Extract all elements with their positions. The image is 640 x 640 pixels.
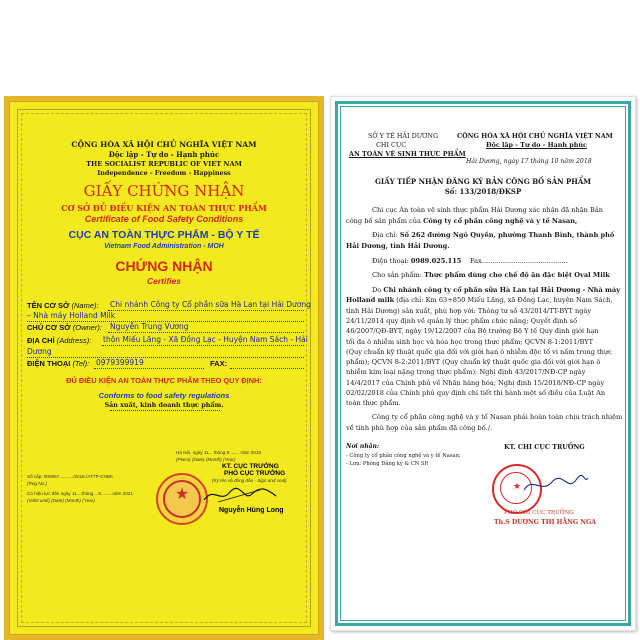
cert-certify: CHỨNG NHẬN [115,258,213,274]
receipt-body-line: phẩm); QCVN 8-2:2011/BYT (Quy chuẩn kỹ thuật quốc gia đối với giới hạn ô [346,358,601,367]
receipt-body-line: Holland milk (địa chỉ: Km 63+850 Miếu Lãng, xã Đồng Lạc, huyện Nam Sách, [346,296,613,305]
cert-place-date-en: (Place) (Date) (Month) (Year) [176,457,236,462]
cert-valid-en: (Valid until) (Date) (Month) (Year) [27,498,95,503]
phone-dotline [94,368,204,369]
address-value-2: Dương [27,347,52,356]
closing-line-2: về tính phù hợp của sản phẩm đã công bố./. [346,424,493,432]
receipt-org-2: CHI CỤC [376,141,407,149]
name-label: TÊN CƠ SỞ (Name): [27,301,99,310]
address-value: thôn Miếu Lãng - Xã Đồng Lạc - Huyện Nam Sách - Hải [103,335,308,344]
receipt-fax: Fax......................................... [470,257,568,265]
closing-line-1: Công ty cổ phần công nghệ và y tế Nasan phải hoàn toàn chịu trách nhiệm [372,413,623,421]
receipt-body-line: tỉnh Hải Dương) sản xuất, phù hợp với: Thông tư số 43/2014/TT-BYT ngày [346,306,592,315]
receipt-body-line: toàn thực phẩm. [346,399,401,408]
recipients-label: Nơi nhận: [346,443,380,450]
cert-scope: Sản xuất, kinh doanh thực phẩm. [104,401,224,409]
address-dotline [102,345,304,346]
cert-valid: Có hiệu lực đến ngày 11....tháng....8.........năm 2021 [27,491,133,496]
cert-certify-en: Certifies [146,276,181,286]
owner-label: CHỦ CƠ SỞ (Owner): [27,323,102,332]
phone-label: ĐIỆN THOẠI (Tel): [27,359,90,368]
phone-value: 0979399919 [96,358,144,367]
cert-motto-en: Independence - Freedom - Happiness [97,169,231,177]
receipt-body-line: (Quy chuẩn kỹ thuật quốc gia đối với giới hạn ô nhiễm độc tố vi nấm trong thực [346,347,612,356]
cert-subtitle: CƠ SỞ ĐỦ ĐIỀU KIỆN AN TOÀN THỰC PHẨM [61,203,267,213]
red-seal-stamp-icon: ★ [492,464,542,514]
fax-label: FAX: [210,359,228,368]
receipt-body-line: 24/11/2014 quy định về quản lý thực phẩm chức năng; Quyết định số [346,316,578,325]
para1-line2: công bố sản phẩm của Công ty cổ phần công nghệ và y tế Nasan, [346,217,578,225]
name-dotline [108,310,304,311]
cert-number: Số cấp: 000867.........../2018./ATTP-CNĐK [27,474,114,479]
receipt-number: Số: 133/2018/ĐKSP [444,187,522,196]
cert-agency-en: Vietnam Food Administration - MOH [104,243,224,250]
receipt-body-line: nhiễm kim loại nặng trong thực phẩm); Nghị định 43/2017/NĐ-CP ngày [346,368,586,377]
cert-motto: Độc lập - Tự do - Hạnh phúc [108,150,220,159]
receipt-body-line: 46/2007/QĐ-BYT, ngày 19/12/2007 của Bộ trưởng Bộ Y tế Quy định giới hạn [346,327,599,336]
cert-sign-note: (Ký tên và đóng dấu - Sign and seal) [212,478,287,483]
cert-nation-en: THE SOCIALIST REPUBLIC OF VIET NAM [86,160,242,168]
recipient-2: - Lưu: Phòng Đăng ký & CN SP. [346,461,429,467]
name-value-2: – Nhà máy Holland Milk [27,311,116,320]
para1-line1: Chi cục An toàn vệ sinh thực phẩm Hải Dương xác nhận đã nhận Bản [372,206,604,214]
cert-qualify-en: Conforms to food safety regulations [98,391,230,400]
receipt-address-2: Hải Dương, tỉnh Hải Dương. [346,242,450,250]
receipt-address: Địa chỉ: Số 262 đường Ngô Quyền, phường Thanh Bình, thành phố [372,231,615,239]
recipient-1: - Công ty cổ phần công nghệ và y tế Nasan; [346,453,461,459]
receipt-nation: CỘNG HÒA XÃ HỘI CHỦ NGHĨA VIỆT NAM [457,132,613,140]
receipt-motto: Độc lập - Tự do - Hạnh phúc [486,141,587,149]
receipt-signer-title: KT. CHI CỤC TRƯỞNG [504,443,585,451]
receipt-body-line: 02/02/2018 của Chính phủ quy định chi tiết thi hành một số điều của Luật An [346,389,606,397]
fax-dotline [230,368,304,369]
cert-number-en: (Reg.No.) [27,481,47,486]
cert-signature-icon [200,482,280,508]
receipt-signature-icon [520,470,590,498]
receipt-body-line: 14/4/2017 của Chính phủ về Nhãn hàng hóa; Nghị định 15/2018/NĐ-CP ngày [346,378,605,387]
scope-dotline [110,410,220,411]
receipt-body-line: Do Chi nhánh công ty cổ phần sữa Hà Lan tại Hải Dương - Nhà máy [372,286,621,294]
receipt-date: Hải Dương, ngày 17 tháng 10 năm 2018 [466,158,592,165]
cert-place-date: Hà Nội, ngày 11... tháng 8........ năm 2018 [176,450,261,455]
address-dotline-2 [27,357,304,358]
receipt-title: GIẤY TIẾP NHẬN ĐĂNG KÝ BẢN CÔNG BỐ SẢN PHẨM [374,177,592,186]
owner-dotline [108,332,304,333]
national-emblem-icon: ★ [156,473,208,525]
receipt-signer-role: PHÓ CHI CỤC TRƯỞNG [504,510,574,516]
cert-nation: CỘNG HÒA XÃ HỘI CHỦ NGHĨA VIỆT NAM [71,140,257,149]
receipt-phone: Điện thoại: 0989.025.115 [372,257,462,265]
cert-title: GIẤY CHỨNG NHẬN [83,182,245,200]
cert-signer-name: Nguyễn Hùng Long [219,507,284,514]
owner-value: Nguyễn Trung Vương [110,322,189,331]
cert-subtitle-en: Certificate of Food Safety Conditions [84,214,244,224]
receipt-body-line: tối đa ô nhiễm sinh học và hóa học trong thực phẩm; QCVN 8-1:2011/BYT [346,337,594,346]
cert-qualify: ĐỦ ĐIỀU KIỆN AN TOÀN THỰC PHẨM THEO QUY ĐỊNH: [66,376,262,385]
cert-signer-title: KT. CỤC TRƯỞNG [222,463,279,470]
receipt-org-1: SỞ Y TẾ HẢI DƯƠNG [368,132,439,140]
cert-agency: CỤC AN TOÀN THỰC PHẨM - BỘ Y TẾ [68,229,260,241]
name-value: Chi nhánh Công ty Cổ phần sữa Hà Lan tại Hải Dương [110,300,311,309]
receipt-product: Cho sản phẩm: Thực phẩm dùng cho chế độ ăn đặc biệt Oval Milk [372,271,610,279]
receipt-signer-name: Th.S DƯƠNG THỊ HẰNG NGA [494,519,597,526]
receipt-org-3: AN TOÀN VỆ SINH THỰC PHẨM [349,150,466,158]
cert-signer-title-2: PHÓ CỤC TRƯỞNG [224,470,286,477]
address-label: ĐỊA CHỈ (Address): [27,336,92,345]
